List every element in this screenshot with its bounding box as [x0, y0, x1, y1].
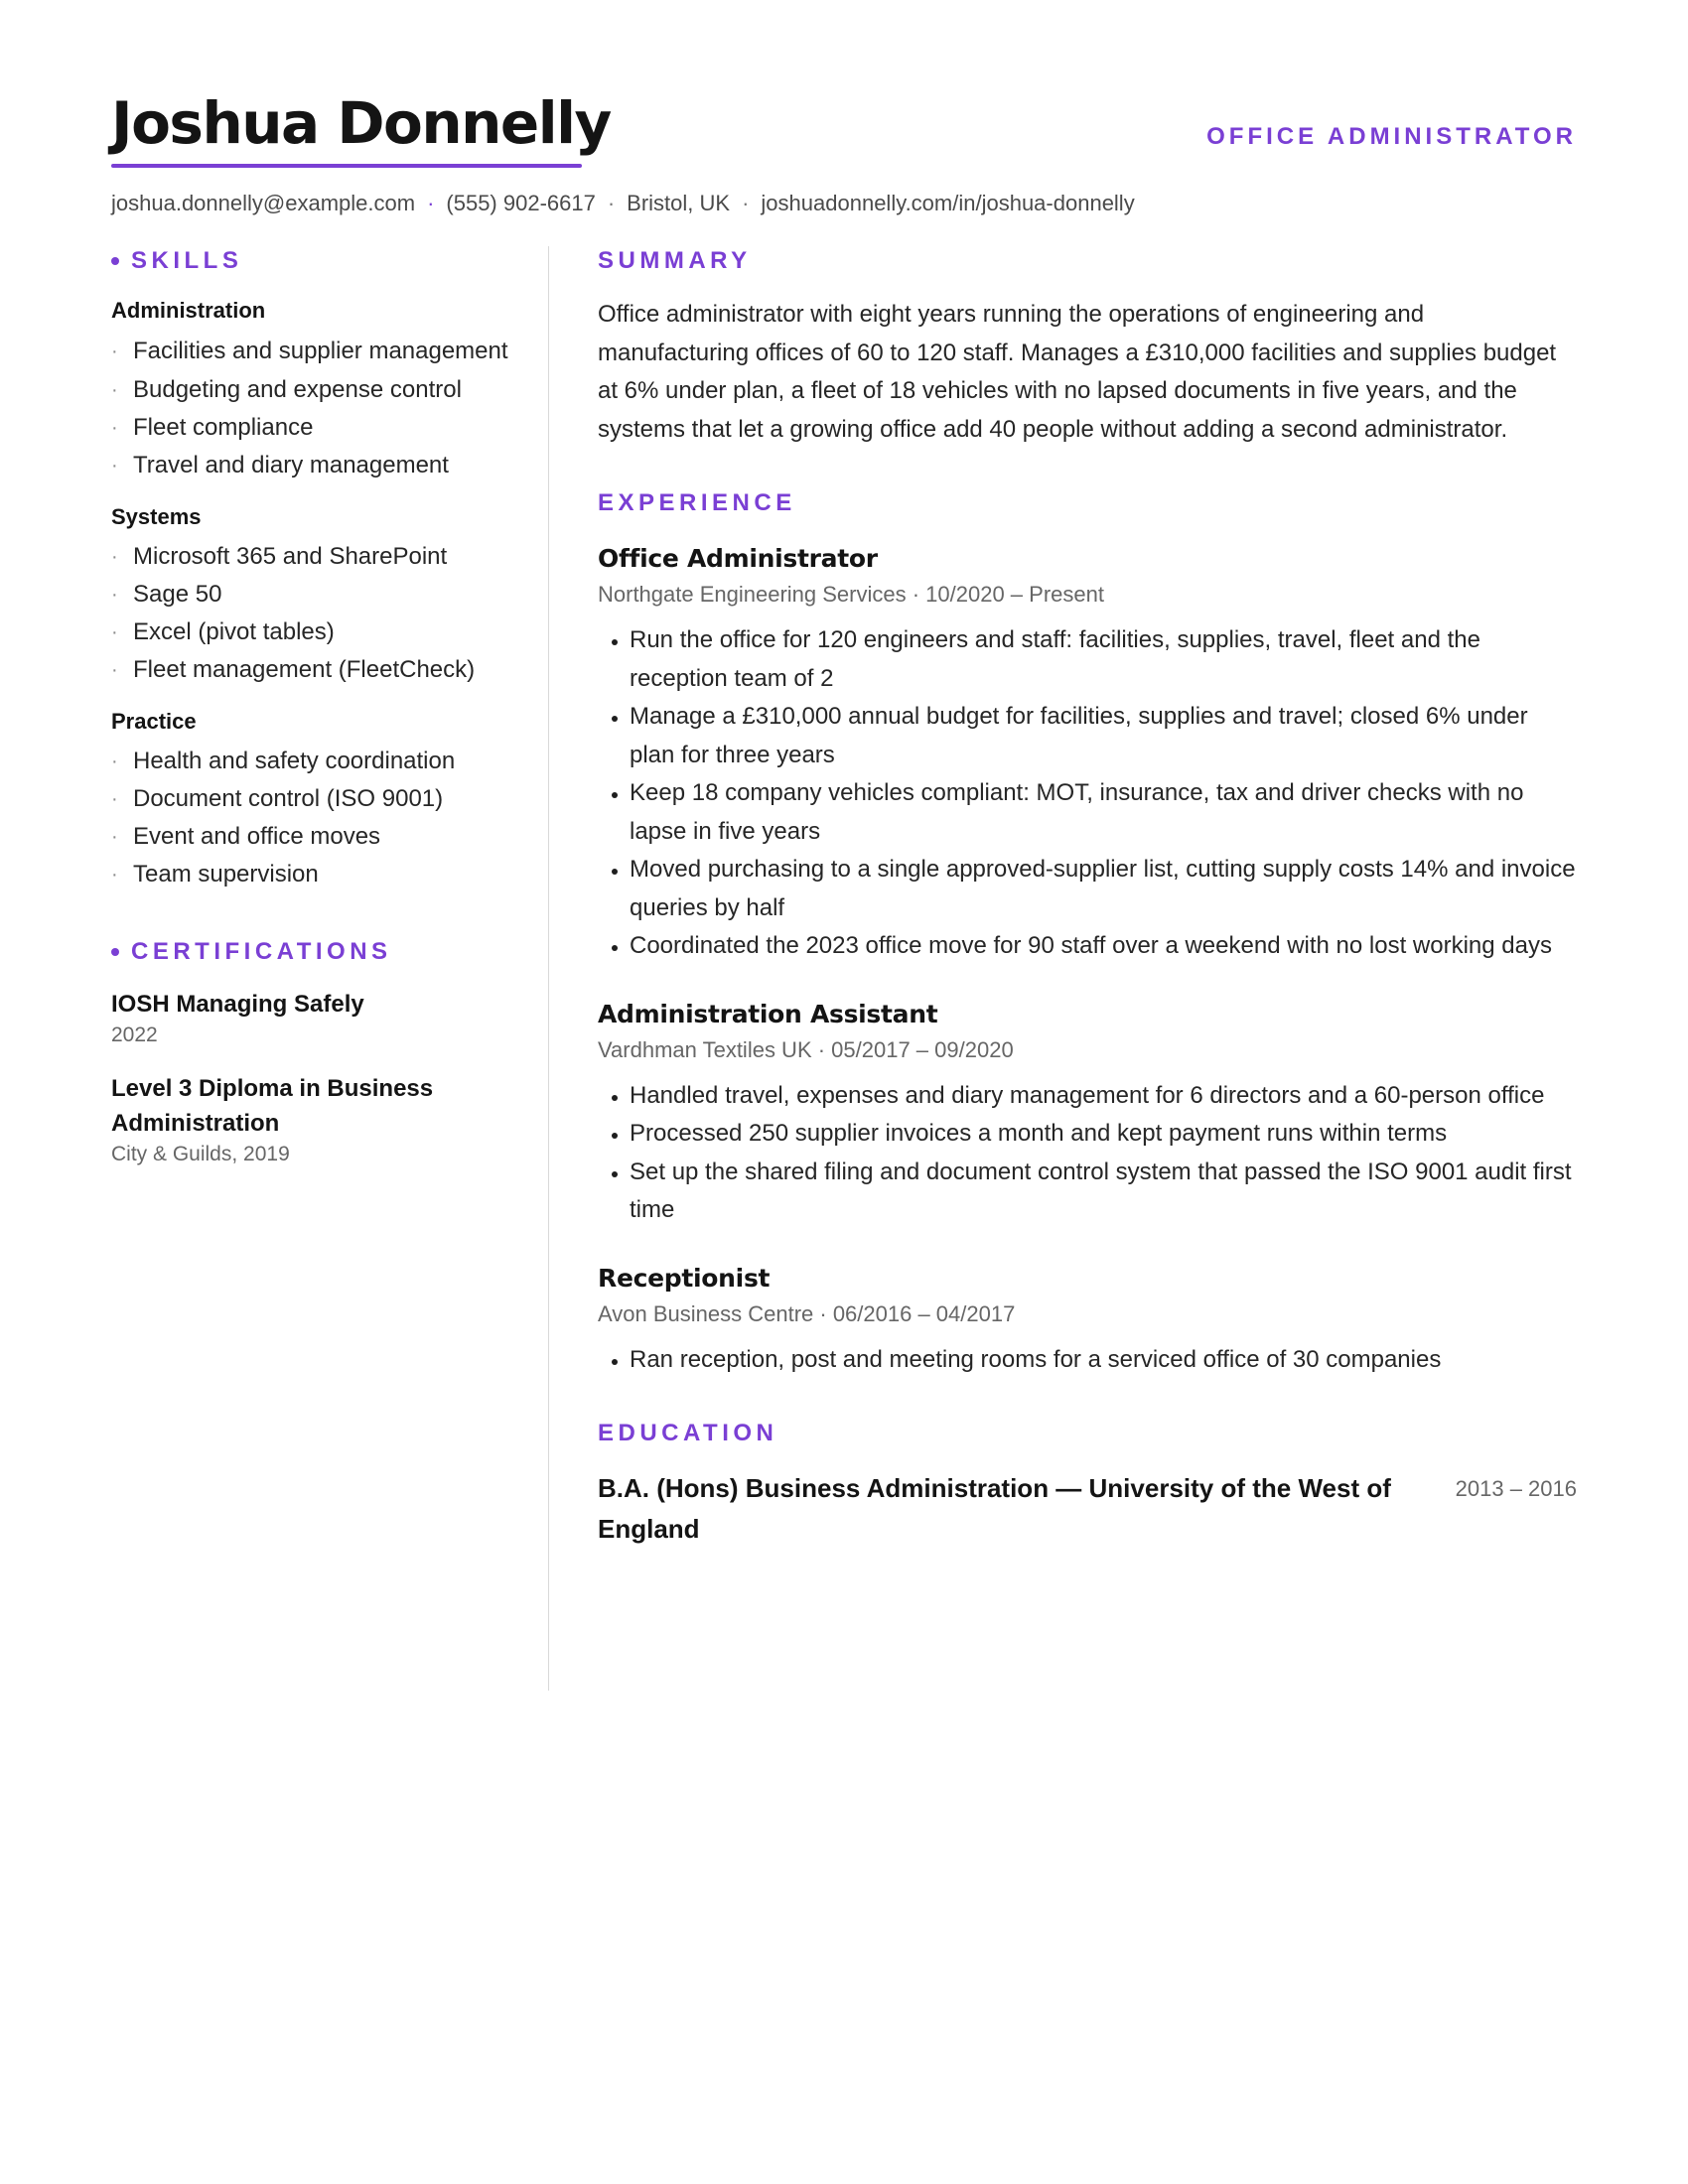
skill-list [111, 538, 548, 689]
skills-heading [111, 246, 548, 276]
website-link[interactable]: joshuadonnelly.com/in/joshua-donnelly [761, 191, 1135, 215]
job-bullet: • Run the office for 120 engineers and staff: facilities, supplies, travel, fleet and the reception team of 2 [630, 621, 1577, 698]
skills-heading-label: SKILLS [131, 247, 243, 274]
skill-item-label: Document control (ISO 9001) [133, 785, 444, 812]
certification-item [111, 987, 548, 1049]
job-meta: Avon Business Centre · 06/2016 – 04/2017 [598, 1300, 1016, 1326]
job-title: Office Administrator [598, 544, 878, 573]
skill-item-label: Excel (pivot tables) [133, 618, 335, 645]
certification-name: IOSH Managing Safely [111, 991, 364, 1018]
certification-detail: City & Guilds, 2019 [111, 1143, 290, 1165]
location: Bristol, UK [627, 191, 731, 215]
job-title: Receptionist [598, 1263, 771, 1293]
job-role-title: OFFICE ADMINISTRATOR [1206, 123, 1577, 150]
job-bullet: • Coordinated the 2023 office move for 90 staff over a weekend with no lost working days [630, 927, 1577, 966]
skill-item: · Budgeting and expense control [111, 376, 462, 403]
name-underline [111, 164, 582, 168]
skills-section [111, 246, 548, 893]
right-column [549, 246, 1577, 1691]
skill-item-label: Budgeting and expense control [133, 376, 462, 403]
job-title: Administration Assistant [598, 999, 938, 1028]
skill-item: · Travel and diary management [111, 452, 449, 478]
job-bullets [598, 621, 1577, 966]
job-bullets [598, 1077, 1577, 1230]
separator-dot: · [427, 191, 435, 215]
certifications-heading-label: CERTIFICATIONS [131, 938, 392, 965]
certification-name: Level 3 Diploma in Business Administration [111, 1075, 434, 1137]
skill-list [111, 332, 548, 484]
job-meta: Vardhman Textiles UK · 05/2017 – 09/2020 [598, 1036, 1014, 1062]
left-column [111, 246, 548, 1691]
skill-list [111, 743, 548, 893]
summary-section [598, 246, 1577, 449]
skill-group-practice [111, 707, 548, 893]
skill-item-label: Travel and diary management [133, 452, 449, 478]
skill-item-label: Sage 50 [133, 581, 222, 608]
job-bullet: • Ran reception, post and meeting rooms for a serviced office of 30 companies [630, 1341, 1577, 1380]
certification-item [111, 1071, 548, 1168]
skill-item-label: Microsoft 365 and SharePoint [133, 543, 448, 570]
skill-item: · Fleet compliance [111, 414, 314, 441]
skill-item: · Team supervision [111, 861, 319, 887]
job-meta: Northgate Engineering Services · 10/2020 – Present [598, 582, 1104, 607]
job-bullet: • Moved purchasing to a single approved-supplier list, cutting supply costs 14% and invoice queries by half [630, 851, 1577, 927]
education-entry [598, 1468, 1577, 1550]
skill-item: · Facilities and supplier management [111, 338, 508, 364]
contact-line [111, 189, 1577, 218]
education-dates: 2013 – 2016 [1455, 1476, 1577, 1501]
education-heading: EDUCATION [598, 1420, 778, 1446]
job-bullet: • Handled travel, expenses and diary management for 6 directors and a 60-person office [630, 1077, 1577, 1116]
skill-group-title: Administration [111, 298, 266, 323]
skill-item-label: Event and office moves [133, 823, 381, 850]
skill-group-title: Systems [111, 504, 202, 529]
job-bullets [598, 1341, 1577, 1380]
skill-item-label: Fleet compliance [133, 414, 314, 441]
skill-item: · Event and office moves [111, 823, 381, 850]
resume-body [111, 246, 1577, 1691]
job-entry [598, 542, 1577, 966]
bullet-dot-icon [111, 257, 119, 265]
summary-text: Office administrator with eight years running the operations of engineering and manufacturing offices of 60 to 120 staff. Manages a £310,000 facilities and supplies budget at 6% under plan, a fleet of 18 vehicles with no lapsed documents in five years, and the systems that let a growing office add 40 people without adding a second administrator. [598, 301, 1557, 443]
skill-item-label: Health and safety coordination [133, 748, 456, 774]
skill-group-systems [111, 502, 548, 689]
certifications-heading [111, 937, 548, 967]
certifications-section [111, 937, 548, 1168]
skill-item: · Document control (ISO 9001) [111, 785, 444, 812]
skill-item: · Sage 50 [111, 581, 222, 608]
bullet-dot-icon [111, 948, 119, 956]
job-bullet: • Manage a £310,000 annual budget for facilities, supplies and travel; closed 6% under plan for three years [630, 698, 1577, 774]
separator-dot: · [607, 191, 616, 215]
job-bullet: • Processed 250 supplier invoices a month and kept payment runs within terms [630, 1115, 1577, 1154]
job-bullet: • Keep 18 company vehicles compliant: MOT, insurance, tax and driver checks with no lapse in five years [630, 774, 1577, 851]
skill-item: · Excel (pivot tables) [111, 618, 335, 645]
skill-group-administration [111, 296, 548, 484]
separator-dot: · [742, 191, 750, 215]
skill-item: · Microsoft 365 and SharePoint [111, 543, 448, 570]
certification-detail: 2022 [111, 1024, 158, 1046]
summary-heading: SUMMARY [598, 247, 752, 274]
skill-item-label: Team supervision [133, 861, 319, 887]
candidate-name: Joshua Donnelly [111, 89, 611, 157]
education-section [598, 1419, 1577, 1550]
skill-item-label: Facilities and supplier management [133, 338, 508, 364]
experience-heading: EXPERIENCE [598, 489, 796, 516]
job-entry [598, 1262, 1577, 1380]
skill-item-label: Fleet management (FleetCheck) [133, 656, 476, 683]
skill-item: · Fleet management (FleetCheck) [111, 656, 476, 683]
education-degree: B.A. (Hons) Business Administration — University of the West of England [598, 1473, 1391, 1544]
email-link[interactable]: joshua.donnelly@example.com [111, 191, 416, 215]
job-entry [598, 998, 1577, 1230]
job-bullet: • Set up the shared filing and document control system that passed the ISO 9001 audit first time [630, 1154, 1577, 1230]
resume-header [111, 85, 1577, 169]
experience-section [598, 488, 1577, 1379]
skill-item: · Health and safety coordination [111, 748, 456, 774]
phone-number: (555) 902-6617 [446, 191, 596, 215]
skill-group-title: Practice [111, 709, 197, 734]
